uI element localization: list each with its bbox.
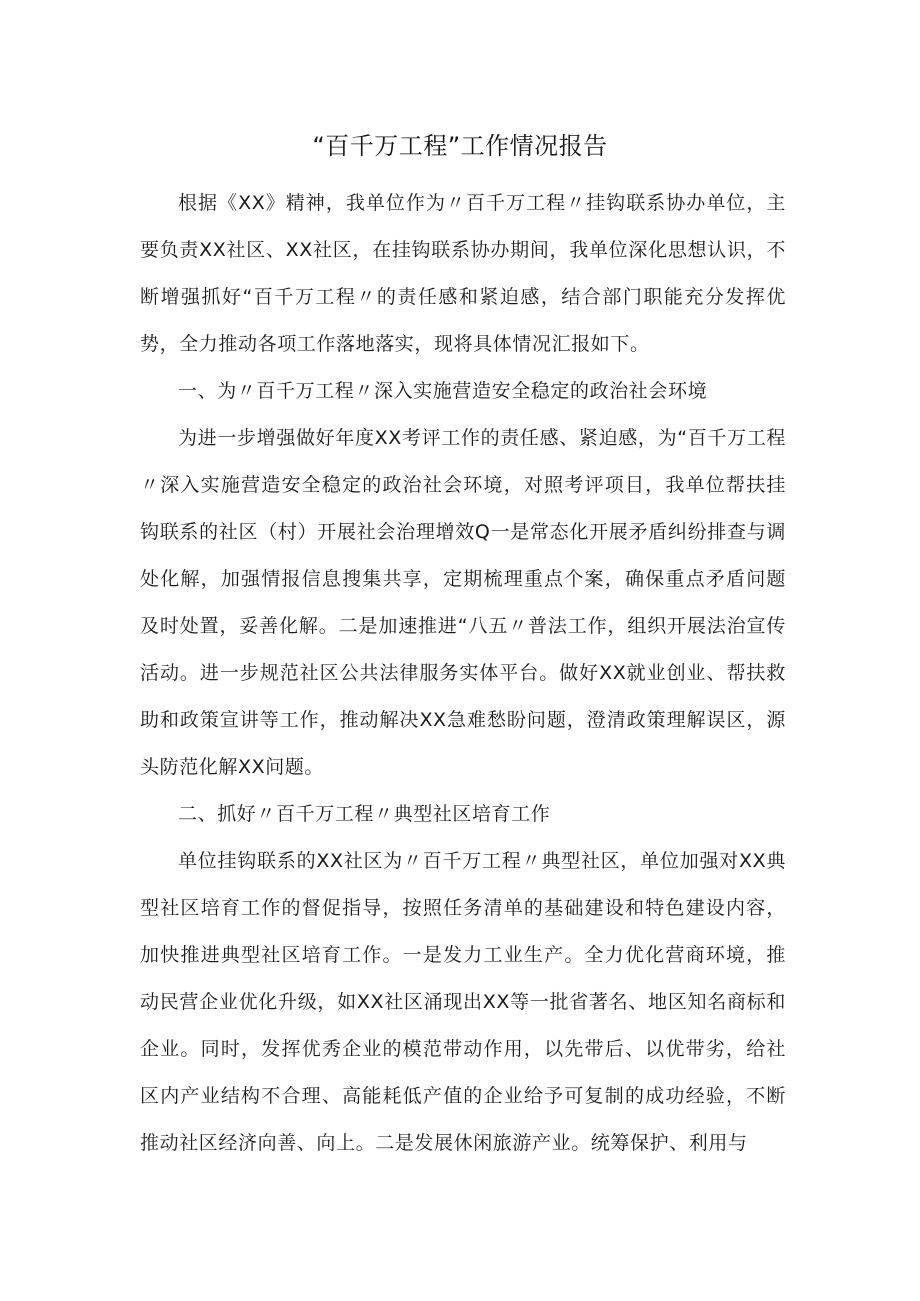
paragraph-section-1: 为进一步增强做好年度XX考评工作的责任感、紧迫感，为“百千万工程〃深入实施营造安全稳定的政治社会环境，对照考评项目，我单位帮扶挂钩联系的社区（村）开展社会治理增效Q一是常态化开展矛盾纠纷排查与调处化解，加强情报信息搜集共享，定期梳理重点个案，确保重点矛盾问题及时处置，妥善化解。二是加速推进“八五〃普法工作，组织开展法治宣传活动。进一步规范社区公共法律服务实体平台。做好XX就业创业、帮扶救助和政策宣讲等工作，推动解决XX急难愁盼问题，澄清政策理解误区，源头防范化解XX问题。	[140, 427, 786, 778]
document-body	[140, 180, 786, 1167]
paragraph-intro: 根据《XX》精神，我单位作为〃百千万工程〃挂钩联系协办单位，主要负责XX社区、XX社区，在挂钩联系协办期间，我单位深化思想认识，不断增强抓好“百千万工程〃的责任感和紧迫感，结合部门职能充分发挥优势，全力推动各项工作落地落实，现将具体情况汇报如下。	[140, 192, 786, 355]
document-title: “百千万工程”工作情况报告	[312, 132, 608, 160]
section-heading-2: 二、抓好〃百千万工程〃典型社区培育工作	[178, 803, 551, 825]
section-heading-1: 一、为〃百千万工程〃深入实施营造安全稳定的政治社会环境	[178, 380, 708, 402]
paragraph-section-2: 单位挂钩联系的XX社区为〃百千万工程〃典型社区，单位加强对XX典型社区培育工作的督促指导，按照任务清单的基础建设和特色建设内容，加快推进典型社区培育工作。一是发力工业生产。全力优化营商环境，推动民营企业优化升级，如XX社区涌现出XX等一批省著名、地区知名商标和企业。同时，发挥优秀企业的模范带动作用，以先带后、以优带劣，给社区内产业结构不合理、高能耗低产值的企业给予可复制的成功经验，不断推动社区经济向善、向上。二是发展休闲旅游产业。统筹保护、利用与	[140, 850, 786, 1154]
